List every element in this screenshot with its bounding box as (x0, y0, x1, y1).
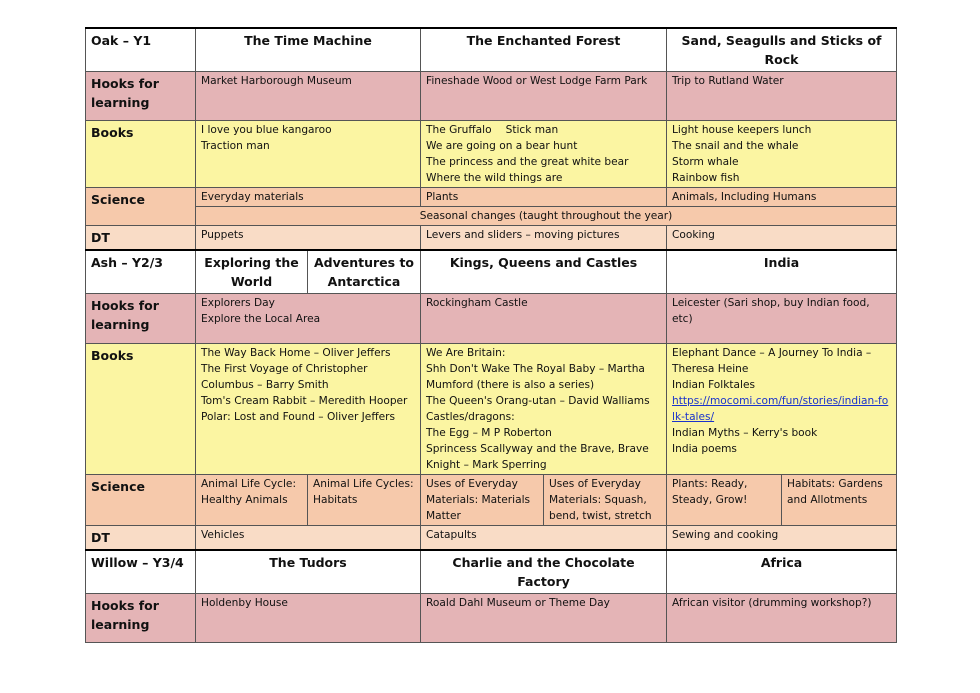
book-title: Indian Myths – Kerry's book (672, 427, 818, 439)
ash-topic-2: Kings, Queens and Castles (421, 250, 667, 294)
book-title: India poems (672, 443, 737, 455)
stories-link-wrap (672, 393, 891, 425)
book-title: The Egg – M P Roberton (426, 427, 552, 439)
book-title: Elephant Dance – A Journey To India – Theresa Heine (672, 347, 872, 375)
oak-books-label: Books (86, 121, 196, 188)
oak-dt-3: Cooking (667, 226, 897, 251)
ash-science-2a: Uses of Everyday Materials: Materials Matter (421, 475, 544, 526)
ash-class-label: Ash – Y2/3 (86, 250, 196, 294)
oak-seasonal-changes: Seasonal changes (taught throughout the year) (196, 207, 897, 226)
oak-hooks-label: Hooks for learning (86, 72, 196, 121)
ash-topic-1b: Adventures to Antarctica (308, 250, 421, 294)
ash-hooks-row (86, 294, 897, 344)
oak-hooks-2: Fineshade Wood or West Lodge Farm Park (421, 72, 667, 121)
oak-dt-2: Levers and sliders – moving pictures (421, 226, 667, 251)
ash-books-3 (667, 344, 897, 475)
book-title: The Queen's Orang-utan – David Walliams (426, 395, 650, 407)
oak-science-3: Animals, Including Humans (667, 188, 897, 207)
ash-hooks-label: Hooks for learning (86, 294, 196, 344)
hook-item: Explorers Day (201, 297, 275, 309)
indian-folk-tales-link[interactable]: https://mocomi.com/fun/stories/indian-folk-tales/ (672, 395, 889, 423)
willow-class-label: Willow – Y3/4 (86, 550, 196, 594)
willow-topic-2: Charlie and the Chocolate Factory (421, 550, 667, 594)
book-title: The princess and the great white bear (426, 156, 629, 168)
book-title: Light house keepers lunch (672, 124, 812, 136)
book-title: We Are Britain: (426, 347, 506, 359)
ash-hooks-2: Rockingham Castle (421, 294, 667, 344)
book-title: Where the wild things are (426, 172, 563, 184)
oak-dt-row (86, 226, 897, 251)
ash-topic-3: India (667, 250, 897, 294)
ash-science-row (86, 475, 897, 526)
oak-books-row (86, 121, 897, 188)
willow-topic-1: The Tudors (196, 550, 421, 594)
ash-books-2 (421, 344, 667, 475)
book-title: The snail and the whale (672, 140, 799, 152)
ash-science-3a: Plants: Ready, Steady, Grow! (667, 475, 782, 526)
book-title: We are going on a bear hunt (426, 140, 578, 152)
ash-books-label: Books (86, 344, 196, 475)
oak-hooks-3: Trip to Rutland Water (667, 72, 897, 121)
oak-seasonal-row (86, 207, 897, 226)
oak-hooks-1: Market Harborough Museum (196, 72, 421, 121)
ash-science-1b: Animal Life Cycles: Habitats (308, 475, 421, 526)
book-title: Traction man (201, 140, 270, 152)
ash-dt-label: DT (86, 526, 196, 551)
willow-header-row (86, 550, 897, 594)
book-title: Indian Folktales (672, 379, 755, 391)
oak-science-label: Science (86, 188, 196, 226)
oak-topic-3: Sand, Seagulls and Sticks of Rock (667, 28, 897, 72)
book-title: Polar: Lost and Found – Oliver Jeffers (201, 411, 396, 423)
willow-hooks-1: Holdenby House (196, 594, 421, 643)
willow-hooks-2: Roald Dahl Museum or Theme Day (421, 594, 667, 643)
oak-topic-1: The Time Machine (196, 28, 421, 72)
book-title-pair (426, 122, 661, 138)
ash-dt-row (86, 526, 897, 551)
book-title: Tom's Cream Rabbit – Meredith Hooper (201, 395, 408, 407)
hook-item: Leicester (Sari shop, buy Indian food, etc) (672, 297, 870, 325)
ash-topic-1a: Exploring the World (196, 250, 308, 294)
ash-hooks-1 (196, 294, 421, 344)
book-title: The Gruffalo (426, 124, 492, 136)
oak-science-row (86, 188, 897, 207)
ash-dt-3: Sewing and cooking (667, 526, 897, 551)
book-title: The First Voyage of Christopher Columbus – Barry Smith (201, 363, 368, 391)
oak-hooks-row (86, 72, 897, 121)
oak-class-label: Oak – Y1 (86, 28, 196, 72)
ash-science-label: Science (86, 475, 196, 526)
book-title: Castles/dragons: (426, 411, 515, 423)
book-title: Shh Don't Wake The Royal Baby – Martha Mumford (there is also a series) (426, 363, 645, 391)
ash-science-3b: Habitats: Gardens and Allotments (782, 475, 897, 526)
ash-dt-2: Catapults (421, 526, 667, 551)
willow-hooks-3: African visitor (drumming workshop?) (667, 594, 897, 643)
oak-books-3 (667, 121, 897, 188)
book-title: The Way Back Home – Oliver Jeffers (201, 347, 391, 359)
oak-science-1: Everyday materials (196, 188, 421, 207)
oak-topic-2: The Enchanted Forest (421, 28, 667, 72)
curriculum-table (85, 27, 897, 643)
ash-science-1a: Animal Life Cycle: Healthy Animals (196, 475, 308, 526)
book-title: Storm whale (672, 156, 739, 168)
willow-topic-3: Africa (667, 550, 897, 594)
ash-books-row (86, 344, 897, 475)
oak-header-row (86, 28, 897, 72)
hook-item: Explore the Local Area (201, 313, 321, 325)
book-title: Sprincess Scallyway and the Brave, Brave Knight – Mark Sperring (426, 443, 649, 471)
oak-dt-1: Puppets (196, 226, 421, 251)
oak-books-2 (421, 121, 667, 188)
ash-science-2b: Uses of Everyday Materials: Squash, bend, twist, stretch (544, 475, 667, 526)
willow-hooks-row (86, 594, 897, 643)
oak-science-2: Plants (421, 188, 667, 207)
ash-dt-1: Vehicles (196, 526, 421, 551)
ash-header-row (86, 250, 897, 294)
oak-dt-label: DT (86, 226, 196, 251)
willow-hooks-label: Hooks for learning (86, 594, 196, 643)
ash-hooks-3 (667, 294, 897, 344)
book-title: I love you blue kangaroo (201, 124, 332, 136)
oak-books-1 (196, 121, 421, 188)
ash-books-1 (196, 344, 421, 475)
book-title: Stick man (505, 124, 559, 136)
book-title: Rainbow fish (672, 172, 740, 184)
